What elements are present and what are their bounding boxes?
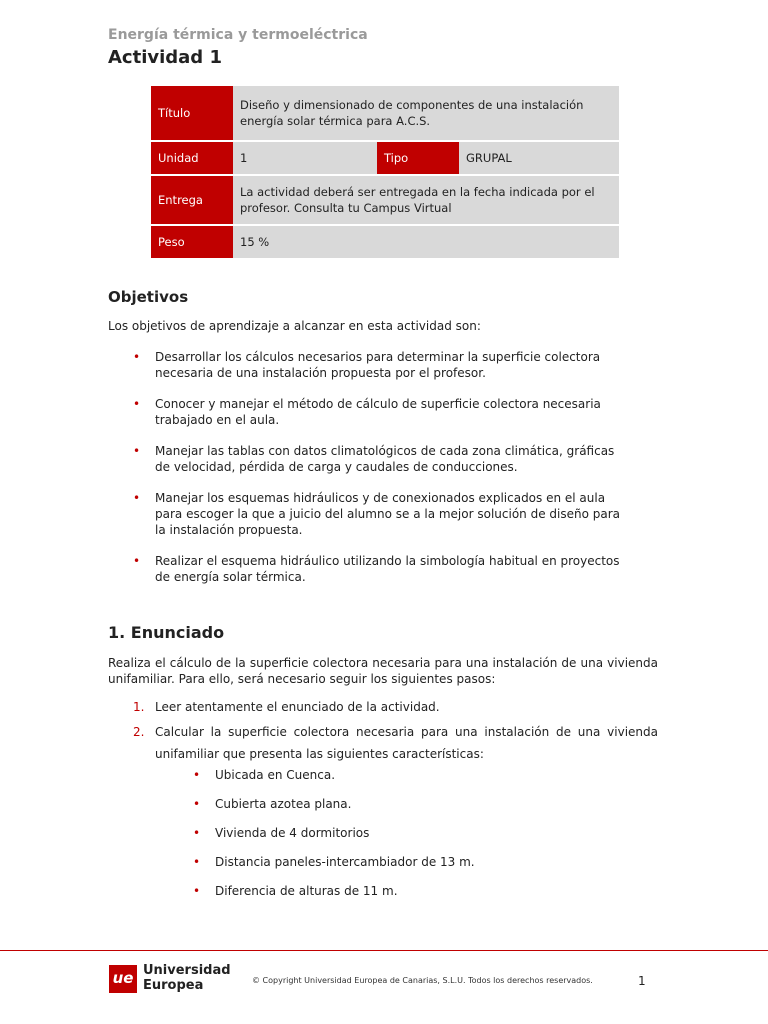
step-item bbox=[133, 721, 658, 765]
feature-item: • Cubierta azotea plana. bbox=[215, 796, 635, 812]
titulo-value: Diseño y dimensionado de componentes de una instalación energía solar térmica para A.C.S. bbox=[233, 86, 619, 140]
tipo-label: Tipo bbox=[377, 142, 459, 174]
activity-info-table bbox=[151, 86, 619, 258]
objetivo-item: • Desarrollar los cálculos necesarios para determinar la superficie colectora necesaria de una instalación propuesta por el profesor. bbox=[155, 349, 625, 381]
copyright-text: © Copyright Universidad Europea de Canarias, S.L.U. Todos los derechos reservados. bbox=[252, 976, 593, 985]
step-text: Leer atentamente el enunciado de la actividad. bbox=[155, 700, 440, 714]
steps-list bbox=[133, 699, 658, 765]
entrega-label: Entrega bbox=[151, 176, 233, 224]
feature-item: • Diferencia de alturas de 11 m. bbox=[215, 883, 635, 899]
enunciado-heading: 1. Enunciado bbox=[108, 623, 225, 642]
footer-divider bbox=[0, 950, 768, 951]
features-list bbox=[215, 767, 635, 899]
unidad-label: Unidad bbox=[151, 142, 233, 174]
objetivos-list bbox=[155, 349, 625, 585]
enunciado-intro: Realiza el cálculo de la superficie colectora necesaria para una instalación de una vivienda unifamiliar. Para ello, será necesario seguir los siguientes pasos: bbox=[108, 656, 658, 686]
feature-item: • Distancia paneles-intercambiador de 13 m. bbox=[215, 854, 635, 870]
feature-item: • Vivienda de 4 dormitorios bbox=[215, 825, 635, 841]
objetivo-item: • Manejar los esquemas hidráulicos y de conexionados explicados en el aula para escoger la que a juicio del alumno se a la mejor solución de diseño para la instalación propuesta. bbox=[155, 490, 625, 538]
tipo-value: GRUPAL bbox=[459, 142, 619, 174]
objetivo-item: • Realizar el esquema hidráulico utilizando la simbología habitual en proyectos de energía solar térmica. bbox=[155, 553, 625, 585]
peso-label: Peso bbox=[151, 226, 233, 258]
objetivo-item: • Conocer y manejar el método de cálculo de superficie colectora necesaria trabajado en el aula. bbox=[155, 396, 625, 428]
page-number: 1 bbox=[638, 974, 646, 988]
university-logo bbox=[109, 962, 239, 996]
activity-title: Actividad 1 bbox=[108, 47, 222, 68]
document-subject: Energía térmica y termoeléctrica bbox=[108, 27, 368, 43]
logo-text bbox=[143, 963, 231, 993]
feature-item: • Ubicada en Cuenca. bbox=[215, 767, 635, 783]
logo-line-2: Europea bbox=[143, 978, 204, 993]
peso-value: 15 % bbox=[233, 226, 619, 258]
objetivos-heading: Objetivos bbox=[108, 288, 189, 306]
objetivos-intro: Los objetivos de aprendizaje a alcanzar en esta actividad son: bbox=[108, 319, 481, 333]
objetivo-item: • Manejar las tablas con datos climatológicos de cada zona climática, gráficas de velocidad, pérdida de carga y caudales de conducciones. bbox=[155, 443, 625, 475]
step-item bbox=[133, 699, 658, 715]
step-number: 2. bbox=[133, 725, 145, 739]
logo-line-1: Universidad bbox=[143, 963, 231, 978]
step-number: 1. bbox=[133, 700, 145, 714]
titulo-label: Título bbox=[151, 86, 233, 140]
entrega-value: La actividad deberá ser entregada en la fecha indicada por el profesor. Consulta tu Campus Virtual bbox=[233, 176, 619, 224]
logo-mark-icon: ue bbox=[109, 965, 137, 993]
step-text: Calcular la superficie colectora necesaria para una instalación de una vivienda unifamiliar que presenta las siguientes características: bbox=[155, 725, 658, 761]
unidad-value: 1 bbox=[233, 142, 377, 174]
